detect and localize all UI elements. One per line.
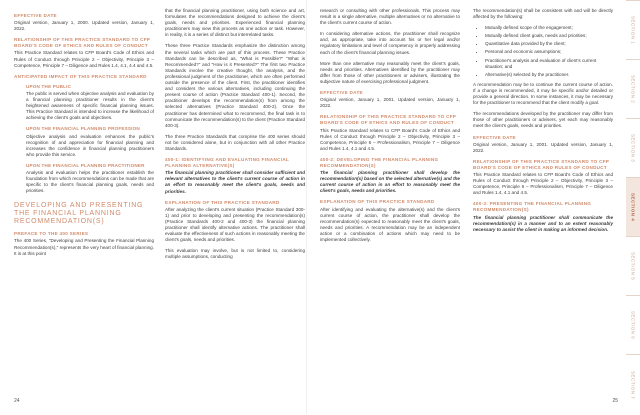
tab-section-3[interactable] [626,118,640,178]
tab-section-6[interactable] [626,295,640,355]
tab-label: SECTION 7 [630,370,636,400]
paragraph: This Practice Standard relates to CFP Board's Code of Ethics and Rules of Conduct through Principle 2 – Objectivity, Principle 3 – Competence, Principle 6 – Professionalism, Principle 7 – Diligence and Rules 1.4, 4.1 and 4.5. [320,127,460,151]
tab-label: SECTION 3 [630,134,636,163]
page-gutter [306,0,307,414]
paragraph: After identifying and evaluating the alternative(s) and the client's current course of action, the practitioner shall develop the recommendation(s) expected to reasonably meet the client's goals, needs and priorities. A recommendation may be an independent action or a combination of actions which may need to be implemented collectively. [320,206,460,242]
section-tabs [626,0,640,414]
standard-statement: The financial planning practitioner shall consider sufficient and relevant alternatives to the client's current course of action in an effort to reasonably meet the client's goals, needs and priorities. [165,170,305,194]
subheading-public: UPON THE PUBLIC [26,83,72,89]
heading-relationship: RELATIONSHIP OF THIS PRACTICE STANDARD TO CFP BOARD'S CODE OF ETHICS AND RULES OF CONDUCT [14,37,151,49]
paragraph: The three Practice Standards that comprise the 400 series should not be considered alone, but in conjunction with all other Practice Standards. [165,133,305,151]
paragraph: Original version, January 1, 2001. Updated version, January 1, 2022. [473,141,613,153]
list-item: • Mutually defined scope of the engagement; [485,25,613,31]
heading-400-1: 400-1: IDENTIFYING AND EVALUATING FINANCIAL PLANNING ALTERNATIVE(S) [165,157,290,169]
paragraph: The 400 Series, "Developing and Presenting the Financial Planning Recommendation(s)," represents the very heart of financial planning. It is at this point [14,238,154,256]
column-1 [14,8,154,262]
tab-label: SECTION 1 [630,16,636,45]
heading-effective-date: EFFECTIVE DATE [473,134,516,140]
recommendation-factors-list [473,25,613,78]
paragraph: Original version, January 1, 2000. Updated version, January 1, 2022. [14,20,154,32]
list-item: • Alternative(s) selected by the practitioner. [485,72,613,78]
paragraph: This Practice Standard relates to CFP Board's Code of Ethics and Rules of Conduct through Principle 2 – Objectivity, Principle 3 – Competence, Principle 6 – Professionalism, Principle 7 – Diligence and Rules 1.4, 4.1 and 4.5. [473,171,613,196]
heading-effective-date: EFFECTIVE DATE [320,90,363,96]
standard-statement: The financial planning practitioner shall develop the recommendation(s) based on the selected alternative(s) and the current course of action in an effort to reasonably meet the client's goals, needs and priorities. [320,170,460,194]
paragraph: The public is served when objective analysis and evaluation by a financial planning practitioner results in the client's heightened awareness of specific financial planning issues. This Practice Standard is intended to increase the likelihood of achieving the client's goals and objectives. [26,90,154,121]
tab-section-1[interactable] [626,0,640,60]
heading-explanation: EXPLANATION OF THIS PRACTICE STANDARD [320,199,435,205]
tab-section-5[interactable] [626,236,640,296]
paragraph: research or consulting with other professionals. This process may result in a single alternative, multiple alternatives or no alternative to the client's current course of action. [320,8,460,26]
paragraph: that the financial planning practitioner, using both science and art, formulates the recommendations designed to achieve the client's goals, needs and priorities. Experienced financial planning practitioners may view this process as one action or task. However, in reality, it is a series of distinct but interrelated tasks. [165,8,305,38]
paragraph: More than one alternative may reasonably meet the client's goals, needs and priorities. Alternatives identified by the practitioner may differ from those of other practitioners or advisers, illustrating the subjective nature of exercising professional judgment. [320,60,460,84]
paragraph: A recommendation may be to continue the current course of action. If a change is recommended, it may be specific and/or detailed or provide a general direction. In some instances, it may be necessary for the practitioner to recommend that the client modify a goal. [473,81,613,106]
heading-explanation: EXPLANATION OF THIS PRACTICE STANDARD [165,199,280,205]
column-4 [473,8,613,238]
paragraph: After analyzing the client's current situation (Practice Standard 300-1) and prior to developing and presenting the recommendation(s) (Practice Standards 400-2 and 400-3) the financial planning practitioner shall identify alternative actions. The practitioner shall evaluate the effectiveness of such actions in reasonably meeting the client's goals, needs and priorities. [165,206,305,243]
paragraph: Analysis and evaluation helps the practitioner establish the foundation from which recommendations can be made that are specific to the client's financial planning goals, needs and priorities. [26,169,154,194]
heading-relationship: RELATIONSHIP OF THIS PRACTICE STANDARD TO CFP BOARD'S CODE OF ETHICS AND RULES OF CONDUCT [473,158,610,170]
tab-label: SECTION 6 [630,311,636,340]
list-item: • Quantitative data provided by the client; [485,41,613,47]
tab-section-2[interactable] [626,59,640,119]
page-number-right: 25 [612,398,618,404]
paragraph: This Practice Standard relates to CFP Board's Code of Ethics and Rules of Conduct through Principle 2 – Objectivity, Principle 3 – Competence, Principle 7 – Diligence and Rules 1.4, 4.1, 4.4 and 4.5. [14,50,154,68]
heading-effective-date: EFFECTIVE DATE [14,13,57,18]
list-item: • Practitioner's analysis and evaluation of client's current situation; and [485,58,613,70]
heading-anticipated-impact: ANTICIPATED IMPACT OF THIS PRACTICE STANDARD [14,73,147,79]
section-title: DEVELOPING AND PRESENTING THE FINANCIAL PLANNING RECOMMENDATION(S) [14,202,144,226]
tab-section-7[interactable] [626,354,640,415]
subheading-practitioner: UPON THE FINANCIAL PLANNING PRACTITIONER [26,162,145,168]
heading-400-2: 400-2: DEVELOPING THE FINANCIAL PLANNING RECOMMENDATION(S) [320,156,439,168]
page-number-left: 24 [14,398,20,404]
list-item: • Personal and economic assumptions; [485,49,613,55]
heading-preface: PREFACE TO THE 400 SERIES [14,231,89,237]
list-item: • Mutually defined client goals, needs and priorities; [485,33,613,39]
paragraph: This evaluation may involve, but is not limited to, considering multiple assumptions, conducting [165,248,305,260]
column-3 [320,8,460,248]
tab-label: SECTION 5 [630,252,636,281]
column-2 [165,8,305,265]
standard-statement: The financial planning practitioner shall communicate the recommendation(s) in a manner and to an extent reasonably necessary to assist the client in making an informed decision. [473,214,613,232]
paragraph: The recommendations developed by the practitioner may differ from those of other practitioners or advisers, yet each may reasonably meet the client's goals, needs and priorities. [473,111,613,129]
paragraph: Objective analysis and evaluation enhances the public's recognition of and appreciation for financial planning and increases the confidence in financial planning practitioners who provide this service. [26,133,154,157]
tab-label: SECTION 2 [630,75,636,104]
paragraph: The recommendation(s) shall be consistent with and will be directly affected by the following: [473,8,613,20]
heading-relationship: RELATIONSHIP OF THIS PRACTICE STANDARD TO CFP BOARD'S CODE OF ETHICS AND RULES OF CONDUCT [320,114,457,126]
tab-label: SECTION 4 [630,193,636,222]
paragraph: In considering alternative actions, the practitioner shall recognize and, as appropriate, take into account his or her legal and/or regulatory limitations and level of competency in properly addressing each of the client's financial planning issues. [320,31,460,55]
paragraph: These three Practice Standards emphasize the distinction among the several tasks which are part of this process. These Practice Standards can be described as, "What is Possible?" "What is Recommended?" and "How is it Presented?" The first two Practice Standards involve the creative thought, the analysis, and the professional judgment of the practitioner, which are often performed outside the presence of the client. First, the practitioner identifies and considers the various alternatives, including continuing the present course of action (Practice Standard 400-1). Second, the practitioner develops the recommendation(s) from among the selected alternatives (Practice Standard 400-2). Once the practitioner has determined what to recommend, the final task is to communicate the recommendation(s) to the client (Practice Standard 400-3). [165,43,305,128]
heading-400-3: 400-3: PRESENTING THE FINANCIAL PLANNING RECOMMENDATION(S) [473,201,592,213]
subheading-profession: UPON THE FINANCIAL PLANNING PROFESSION [26,126,140,132]
tab-section-4[interactable] [626,177,640,237]
paragraph: Original version, January 1, 2001. Updated version, January 1, 2022. [320,97,460,109]
